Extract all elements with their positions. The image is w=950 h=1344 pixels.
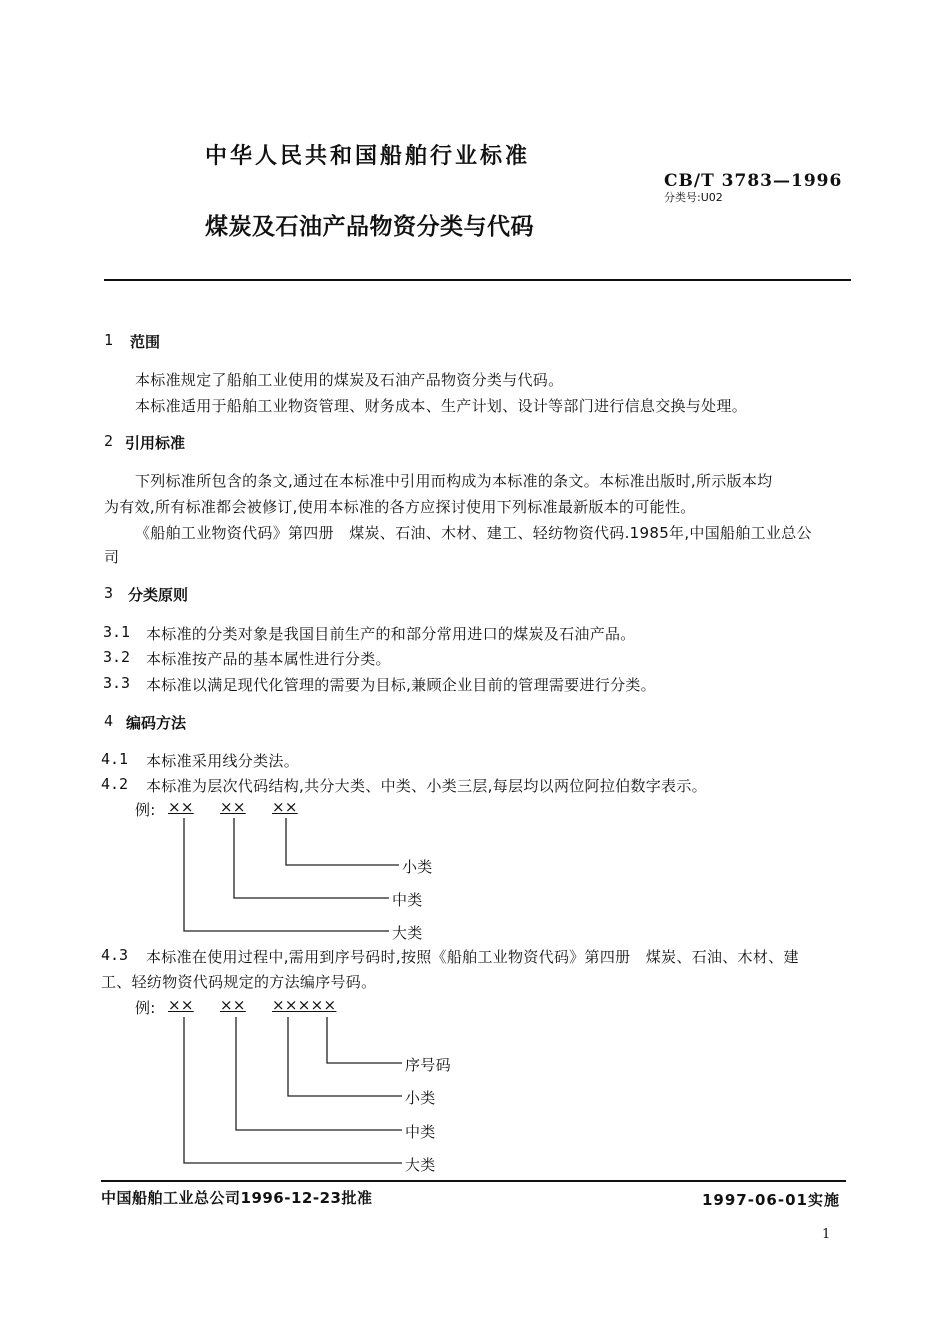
classification-number: 分类号:U02 xyxy=(664,191,723,204)
diagram-2-label-middle: 中类 xyxy=(405,1123,436,1141)
section-1-number: 1 xyxy=(104,331,114,349)
diagram-2-code-sequence: ××××× xyxy=(272,996,337,1014)
clause-4-3-line-2: 工、轻纺物资代码规定的方法编序号码。 xyxy=(101,973,377,991)
diagram-2-label-sequence: 序号码 xyxy=(405,1056,451,1074)
clause-4-1-number: 4.1 xyxy=(101,750,129,768)
section-1-paragraph-1: 本标准规定了船舶工业使用的煤炭及石油产品物资分类与代码。 xyxy=(135,371,564,389)
clause-3-1-number: 3.1 xyxy=(103,623,131,641)
diagram-1-code-major: ×× xyxy=(168,798,194,816)
clause-4-2-text: 本标准为层次代码结构,共分大类、中类、小类三层,每层均以两位阿拉伯数字表示。 xyxy=(146,777,707,795)
section-3-title: 分类原则 xyxy=(128,586,189,604)
footer-rule xyxy=(101,1180,846,1182)
clause-3-2-number: 3.2 xyxy=(103,648,131,666)
diagram-2-code-major: ×× xyxy=(168,996,194,1014)
diagram-1-code-middle: ×× xyxy=(220,798,246,816)
clause-3-2-text: 本标准按产品的基本属性进行分类。 xyxy=(146,650,391,668)
clause-4-3-line-1: 本标准在使用过程中,需用到序号码时,按照《船舶工业物资代码》第四册 煤炭、石油、木材、建 xyxy=(146,948,799,966)
section-2-paragraph-1-line-1: 下列标准所包含的条文,通过在本标准中引用而构成为本标准的条文。本标准出版时,所示版本均 xyxy=(135,472,773,490)
section-4-number: 4 xyxy=(104,712,114,730)
clause-4-1-text: 本标准采用线分类法。 xyxy=(146,752,300,770)
diagram-2-example-prefix: 例: xyxy=(135,999,156,1017)
diagram-2-label-minor: 小类 xyxy=(405,1089,436,1107)
section-1-paragraph-2: 本标准适用于船舶工业物资管理、财务成本、生产计划、设计等部门进行信息交换与处理。 xyxy=(135,397,748,415)
section-2-reference-line-1: 《船舶工业物资代码》第四册 煤炭、石油、木材、建工、轻纺物资代码.1985年,中国船舶工业总公 xyxy=(135,524,812,542)
diagram-1-label-middle: 中类 xyxy=(392,891,423,909)
section-1-title: 范围 xyxy=(130,333,161,351)
diagram-1-code-minor: ×× xyxy=(272,798,298,816)
section-3-number: 3 xyxy=(104,584,114,602)
diagram-1-label-major: 大类 xyxy=(392,924,423,942)
document-title: 煤炭及石油产品物资分类与代码 xyxy=(205,214,534,240)
clause-4-3-number: 4.3 xyxy=(101,946,129,964)
section-2-title: 引用标准 xyxy=(125,434,186,452)
section-2-reference-line-2: 司 xyxy=(104,548,120,566)
page-number: 1 xyxy=(822,1227,831,1242)
diagram-2-label-major: 大类 xyxy=(405,1156,436,1174)
clause-3-3-number: 3.3 xyxy=(103,674,131,692)
section-2-number: 2 xyxy=(104,432,114,450)
diagram-2-code-middle: ×× xyxy=(220,996,246,1014)
clause-3-3-text: 本标准以满足现代化管理的需要为目标,兼顾企业目前的管理需要进行分类。 xyxy=(146,676,656,694)
diagram-1-example-prefix: 例: xyxy=(135,801,156,819)
approval-line: 中国船舶工业总公司1996-12-23批准 xyxy=(101,1189,373,1207)
clause-3-1-text: 本标准的分类对象是我国目前生产的和部分常用进口的煤炭及石油产品。 xyxy=(146,625,636,643)
section-4-title: 编码方法 xyxy=(126,714,187,732)
diagram-1-label-minor: 小类 xyxy=(402,858,433,876)
effective-date: 1997-06-01实施 xyxy=(702,1191,840,1209)
standard-number: CB/T 3783—1996 xyxy=(664,171,843,191)
industry-title: 中华人民共和国船舶行业标准 xyxy=(205,144,531,169)
clause-4-2-number: 4.2 xyxy=(101,775,129,793)
section-2-paragraph-1-line-2: 为有效,所有标准都会被修订,使用本标准的各方应探讨使用下列标准最新版本的可能性。 xyxy=(104,498,696,516)
